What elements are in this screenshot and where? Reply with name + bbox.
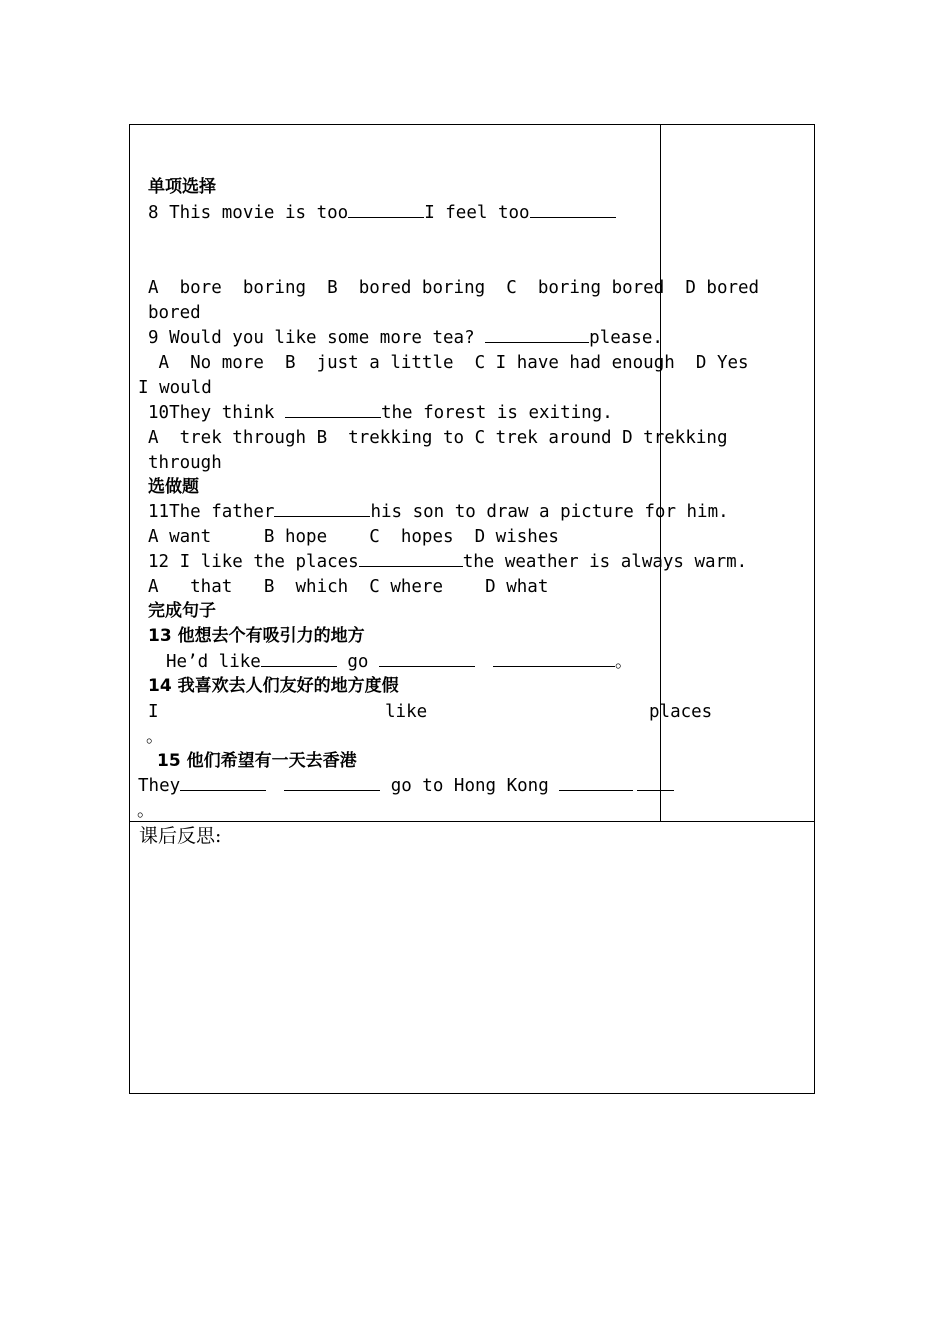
q12-stem-part2: the weather is always warm. xyxy=(462,552,748,572)
q13-blank-1 xyxy=(261,650,337,667)
q14-word-2: like xyxy=(385,702,428,722)
q14-end-mark: 。 xyxy=(146,727,164,747)
q8-stem-part1: 8 This movie is too xyxy=(148,203,349,223)
q8-blank-2 xyxy=(530,201,616,218)
q10-blank xyxy=(285,401,381,418)
q10-stem xyxy=(148,401,613,425)
reflection-label: 课后反思: xyxy=(139,825,222,847)
q10-options-cont: through xyxy=(148,453,222,473)
q8-stem xyxy=(148,201,616,225)
q15-blank-1 xyxy=(180,774,266,791)
q15-end-mark: 。 xyxy=(137,801,155,821)
q13-blank-3 xyxy=(493,650,615,667)
q12-stem xyxy=(148,550,747,574)
q15-answer-part1: They xyxy=(138,776,181,796)
complete-sentence-heading: 完成句子 xyxy=(148,601,216,621)
q12-blank xyxy=(359,550,463,567)
q10-stem-part2: the forest is exiting. xyxy=(380,403,613,423)
q13-answer-part2: go xyxy=(336,652,379,672)
q9-stem-part1: 9 Would you like some more tea? xyxy=(148,328,486,348)
q14-word-3: places xyxy=(649,702,713,722)
q9-options: A No more B just a little C I have had enough D Yes xyxy=(148,353,749,373)
q13-end-mark: 。 xyxy=(614,652,633,672)
q12-options: A that B which C where D what xyxy=(148,577,549,597)
worksheet-table xyxy=(129,124,815,1094)
q13-answer-line xyxy=(166,650,632,674)
q10-options: A trek through B trekking to C trek around D trekking xyxy=(148,428,728,448)
q8-options-cont: bored xyxy=(148,303,201,323)
q9-blank xyxy=(485,326,589,343)
q12-stem-part1: 12 I like the places xyxy=(148,552,359,572)
q9-stem xyxy=(148,326,663,350)
q15-blank-4 xyxy=(637,774,674,791)
q13-prompt: 13 他想去个有吸引力的地方 xyxy=(148,626,365,646)
q14-word-1: I xyxy=(148,702,159,722)
q11-stem-part1: 11The father xyxy=(148,502,275,522)
q8-blank-1 xyxy=(348,201,424,218)
q9-stem-part2: please. xyxy=(589,328,663,348)
q15-answer-line xyxy=(138,774,674,798)
q14-prompt: 14 我喜欢去人们友好的地方度假 xyxy=(148,676,399,696)
single-choice-heading: 单项选择 xyxy=(148,177,216,197)
q15-blank-3 xyxy=(559,774,633,791)
q8-options: A bore boring B bored boring C boring bored D bored xyxy=(148,278,760,298)
elective-heading: 选做题 xyxy=(148,477,199,497)
q15-blank-2 xyxy=(284,774,380,791)
q11-stem-part2: his son to draw a picture for him. xyxy=(370,502,729,522)
row-divider xyxy=(129,821,815,822)
q10-stem-part1: 10They think xyxy=(148,403,285,423)
q8-stem-part2: I feel too xyxy=(424,203,530,223)
q13-blank-2 xyxy=(379,650,475,667)
q15-answer-part2: go to Hong Kong xyxy=(380,776,560,796)
q13-answer-part1: He’d like xyxy=(166,652,261,672)
q15-prompt: 15 他们希望有一天去香港 xyxy=(157,751,357,771)
q11-stem xyxy=(148,500,729,524)
q11-blank xyxy=(274,500,370,517)
q9-options-cont: I would xyxy=(138,378,212,398)
q11-options: A want B hope C hopes D wishes xyxy=(148,527,559,547)
